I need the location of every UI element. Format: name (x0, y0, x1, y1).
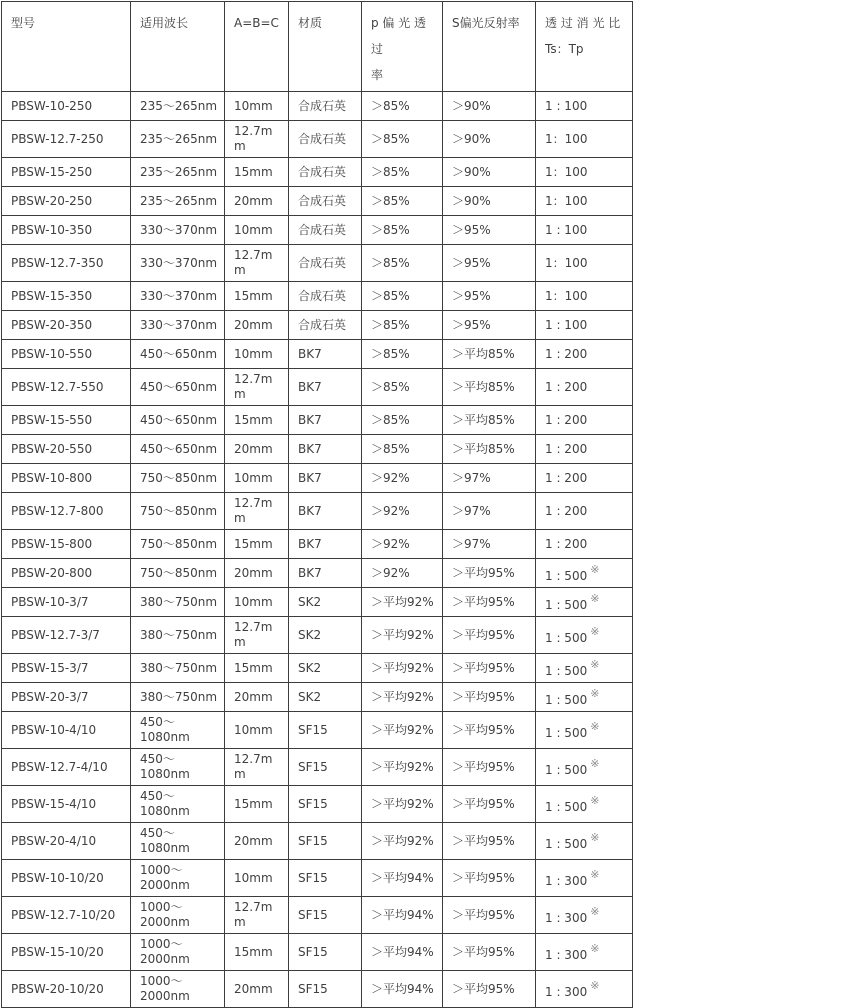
table-row (2, 369, 633, 406)
col-header-ratio (536, 2, 633, 92)
ratio-cell (536, 158, 633, 187)
table-row (2, 897, 633, 934)
col-header-model (2, 2, 131, 92)
table-row (2, 245, 633, 282)
material-cell: BK7 (289, 406, 362, 435)
ratio-value: 1 : 500 (545, 598, 588, 612)
material-cell: SF15 (289, 823, 362, 860)
model-cell: PBSW-10-550 (2, 340, 131, 369)
table-row (2, 934, 633, 971)
ratio-value: 1 : 500 (545, 800, 588, 814)
model-cell: PBSW-12.7-250 (2, 121, 131, 158)
table-row (2, 435, 633, 464)
ratio-value: 1：100 (545, 164, 588, 179)
material-cell: 合成石英 (289, 311, 362, 340)
material-cell: SK2 (289, 654, 362, 683)
size-cell: 12.7mm (225, 617, 289, 654)
ratio-cell (536, 617, 633, 654)
page (0, 1, 855, 1003)
material-cell: SK2 (289, 588, 362, 617)
col-header-material (289, 2, 362, 92)
size-cell: 10mm (225, 216, 289, 245)
ratio-value: 1：100 (545, 193, 588, 208)
ratio-note-mark: ※ (590, 592, 600, 605)
table-body (2, 92, 633, 1008)
ratio-cell (536, 406, 633, 435)
p_transmittance-cell: ＞平均92% (362, 588, 443, 617)
size-cell: 12.7mm (225, 897, 289, 934)
ratio-value: 1 : 500 (545, 837, 588, 851)
ratio-value: 1 : 500 (545, 569, 588, 583)
material-cell: SF15 (289, 712, 362, 749)
p_transmittance-cell: ＞85% (362, 121, 443, 158)
model-cell: PBSW-15-4/10 (2, 786, 131, 823)
table-row (2, 683, 633, 712)
wavelength-cell: 1000～ 2000nm (131, 860, 225, 897)
table-row (2, 216, 633, 245)
p_transmittance-cell: ＞85% (362, 369, 443, 406)
ratio-cell (536, 311, 633, 340)
size-cell: 20mm (225, 683, 289, 712)
ratio-cell (536, 786, 633, 823)
size-cell: 10mm (225, 712, 289, 749)
size-cell: 20mm (225, 971, 289, 1008)
ratio-note-mark: ※ (590, 658, 600, 671)
ratio-value: 1 : 500 (545, 763, 588, 777)
table-row (2, 588, 633, 617)
model-cell: PBSW-15-550 (2, 406, 131, 435)
table-row (2, 121, 633, 158)
table-row (2, 749, 633, 786)
table-row (2, 187, 633, 216)
ratio-value: 1：100 (545, 288, 588, 303)
wavelength-cell: 450～1080nm (131, 786, 225, 823)
table-row (2, 282, 633, 311)
wavelength-cell: 1000～ 2000nm (131, 934, 225, 971)
col-header-size (225, 2, 289, 92)
material-cell: SF15 (289, 971, 362, 1008)
size-cell: 10mm (225, 464, 289, 493)
p_transmittance-cell: ＞85% (362, 187, 443, 216)
wavelength-cell: 750～850nm (131, 530, 225, 559)
wavelength-cell: 380～750nm (131, 654, 225, 683)
p_transmittance-cell: ＞85% (362, 245, 443, 282)
wavelength-cell: 330～370nm (131, 216, 225, 245)
size-cell: 15mm (225, 158, 289, 187)
material-cell: 合成石英 (289, 158, 362, 187)
s_reflectance-cell: ＞平均85% (443, 435, 536, 464)
s_reflectance-cell: ＞95% (443, 311, 536, 340)
material-cell: SF15 (289, 860, 362, 897)
ratio-value: 1 : 200 (545, 379, 588, 394)
material-cell: SK2 (289, 683, 362, 712)
model-cell: PBSW-10-3/7 (2, 588, 131, 617)
material-cell: 合成石英 (289, 121, 362, 158)
ratio-note-mark: ※ (590, 905, 600, 918)
p_transmittance-cell: ＞平均94% (362, 860, 443, 897)
material-cell: SK2 (289, 617, 362, 654)
table-row (2, 971, 633, 1008)
p_transmittance-cell: ＞平均94% (362, 934, 443, 971)
material-cell: SF15 (289, 934, 362, 971)
table-row (2, 823, 633, 860)
model-cell: PBSW-15-800 (2, 530, 131, 559)
header-row (2, 2, 633, 92)
wavelength-cell: 235～265nm (131, 158, 225, 187)
wavelength-cell: 380～750nm (131, 588, 225, 617)
wavelength-cell: 450～650nm (131, 340, 225, 369)
wavelength-cell: 750～850nm (131, 464, 225, 493)
size-cell: 10mm (225, 588, 289, 617)
table-row (2, 559, 633, 588)
ratio-cell (536, 683, 633, 712)
model-cell: PBSW-20-3/7 (2, 683, 131, 712)
ratio-value: 1：100 (545, 255, 588, 270)
col-header-line1: 材质 (298, 16, 323, 30)
p_transmittance-cell: ＞平均92% (362, 823, 443, 860)
model-cell: PBSW-15-10/20 (2, 934, 131, 971)
ratio-value: 1 : 200 (545, 346, 588, 361)
s_reflectance-cell: ＞平均95% (443, 617, 536, 654)
ratio-cell (536, 435, 633, 464)
ratio-note-mark: ※ (590, 979, 600, 992)
col-header-line1: 透 过 消 光 比 (545, 16, 621, 30)
material-cell: SF15 (289, 897, 362, 934)
ratio-value: 1 : 100 (545, 222, 588, 237)
s_reflectance-cell: ＞平均95% (443, 971, 536, 1008)
s_reflectance-cell: ＞平均95% (443, 712, 536, 749)
ratio-cell (536, 245, 633, 282)
p_transmittance-cell: ＞平均92% (362, 749, 443, 786)
ratio-cell (536, 187, 633, 216)
wavelength-cell: 235～265nm (131, 92, 225, 121)
col-header-line2: Ts：Tp (545, 42, 584, 56)
wavelength-cell: 450～1080nm (131, 749, 225, 786)
model-cell: PBSW-12.7-4/10 (2, 749, 131, 786)
p_transmittance-cell: ＞85% (362, 282, 443, 311)
p_transmittance-cell: ＞平均94% (362, 897, 443, 934)
size-cell: 20mm (225, 311, 289, 340)
s_reflectance-cell: ＞平均85% (443, 340, 536, 369)
size-cell: 15mm (225, 934, 289, 971)
s_reflectance-cell: ＞95% (443, 282, 536, 311)
ratio-cell (536, 340, 633, 369)
model-cell: PBSW-12.7-800 (2, 493, 131, 530)
col-header-line1: 适用波长 (140, 16, 189, 30)
p_transmittance-cell: ＞85% (362, 311, 443, 340)
s_reflectance-cell: ＞平均95% (443, 749, 536, 786)
material-cell: BK7 (289, 369, 362, 406)
material-cell: BK7 (289, 435, 362, 464)
model-cell: PBSW-20-350 (2, 311, 131, 340)
ratio-value: 1 : 300 (545, 985, 588, 999)
s_reflectance-cell: ＞97% (443, 493, 536, 530)
table-row (2, 158, 633, 187)
model-cell: PBSW-15-350 (2, 282, 131, 311)
ratio-value: 1 : 500 (545, 664, 588, 678)
model-cell: PBSW-15-250 (2, 158, 131, 187)
s_reflectance-cell: ＞90% (443, 187, 536, 216)
p_transmittance-cell: ＞85% (362, 340, 443, 369)
size-cell: 15mm (225, 654, 289, 683)
ratio-value: 1 : 100 (545, 317, 588, 332)
ratio-value: 1 : 200 (545, 503, 588, 518)
wavelength-cell: 750～850nm (131, 559, 225, 588)
ratio-cell (536, 654, 633, 683)
size-cell: 10mm (225, 340, 289, 369)
ratio-cell (536, 860, 633, 897)
ratio-note-mark: ※ (590, 687, 600, 700)
ratio-note-mark: ※ (590, 757, 600, 770)
ratio-note-mark: ※ (590, 625, 600, 638)
size-cell: 12.7mm (225, 749, 289, 786)
ratio-cell (536, 588, 633, 617)
material-cell: SF15 (289, 749, 362, 786)
table-header (2, 2, 633, 92)
s_reflectance-cell: ＞90% (443, 121, 536, 158)
ratio-cell (536, 369, 633, 406)
col-header-line2: 率 (371, 68, 384, 82)
model-cell: PBSW-20-550 (2, 435, 131, 464)
table-row (2, 860, 633, 897)
table-row (2, 406, 633, 435)
ratio-note-mark: ※ (590, 720, 600, 733)
s_reflectance-cell: ＞平均95% (443, 823, 536, 860)
s_reflectance-cell: ＞90% (443, 158, 536, 187)
ratio-cell (536, 216, 633, 245)
ratio-cell (536, 749, 633, 786)
wavelength-cell: 330～370nm (131, 311, 225, 340)
s_reflectance-cell: ＞95% (443, 216, 536, 245)
p_transmittance-cell: ＞平均92% (362, 683, 443, 712)
wavelength-cell: 235～265nm (131, 187, 225, 216)
s_reflectance-cell: ＞平均95% (443, 654, 536, 683)
ratio-cell (536, 121, 633, 158)
s_reflectance-cell: ＞97% (443, 530, 536, 559)
p_transmittance-cell: ＞平均94% (362, 971, 443, 1008)
material-cell: SF15 (289, 786, 362, 823)
size-cell: 15mm (225, 786, 289, 823)
ratio-value: 1 : 200 (545, 470, 588, 485)
size-cell: 15mm (225, 530, 289, 559)
size-cell: 12.7mm (225, 493, 289, 530)
wavelength-cell: 1000～ 2000nm (131, 971, 225, 1008)
ratio-value: 1 : 300 (545, 874, 588, 888)
ratio-value: 1 : 300 (545, 911, 588, 925)
material-cell: 合成石英 (289, 245, 362, 282)
ratio-cell (536, 282, 633, 311)
s_reflectance-cell: ＞平均95% (443, 786, 536, 823)
model-cell: PBSW-10-350 (2, 216, 131, 245)
p_transmittance-cell: ＞85% (362, 406, 443, 435)
ratio-cell (536, 823, 633, 860)
model-cell: PBSW-12.7-350 (2, 245, 131, 282)
material-cell: BK7 (289, 559, 362, 588)
s_reflectance-cell: ＞平均95% (443, 934, 536, 971)
s_reflectance-cell: ＞平均95% (443, 559, 536, 588)
col-header-p_transmittance (362, 2, 443, 92)
model-cell: PBSW-20-10/20 (2, 971, 131, 1008)
material-cell: BK7 (289, 340, 362, 369)
p_transmittance-cell: ＞平均92% (362, 712, 443, 749)
table-row (2, 340, 633, 369)
model-cell: PBSW-12.7-550 (2, 369, 131, 406)
model-cell: PBSW-10-800 (2, 464, 131, 493)
ratio-note-mark: ※ (590, 942, 600, 955)
ratio-value: 1 : 300 (545, 948, 588, 962)
ratio-cell (536, 712, 633, 749)
table-row (2, 464, 633, 493)
p_transmittance-cell: ＞92% (362, 493, 443, 530)
size-cell: 12.7mm (225, 369, 289, 406)
table-row (2, 493, 633, 530)
s_reflectance-cell: ＞平均95% (443, 860, 536, 897)
material-cell: 合成石英 (289, 187, 362, 216)
wavelength-cell: 450～650nm (131, 406, 225, 435)
ratio-cell (536, 934, 633, 971)
size-cell: 20mm (225, 187, 289, 216)
model-cell: PBSW-12.7-10/20 (2, 897, 131, 934)
table-row (2, 654, 633, 683)
p_transmittance-cell: ＞85% (362, 435, 443, 464)
material-cell: 合成石英 (289, 216, 362, 245)
col-header-line1: p 偏 光 透 过 (371, 16, 427, 56)
ratio-note-mark: ※ (590, 868, 600, 881)
wavelength-cell: 450～1080nm (131, 712, 225, 749)
wavelength-cell: 330～370nm (131, 245, 225, 282)
ratio-cell (536, 493, 633, 530)
ratio-value: 1 : 200 (545, 441, 588, 456)
wavelength-cell: 450～650nm (131, 369, 225, 406)
ratio-value: 1 : 200 (545, 412, 588, 427)
s_reflectance-cell: ＞平均95% (443, 588, 536, 617)
model-cell: PBSW-10-250 (2, 92, 131, 121)
ratio-cell (536, 92, 633, 121)
table-row (2, 92, 633, 121)
p_transmittance-cell: ＞平均92% (362, 617, 443, 654)
size-cell: 15mm (225, 282, 289, 311)
size-cell: 15mm (225, 406, 289, 435)
model-cell: PBSW-12.7-3/7 (2, 617, 131, 654)
col-header-line1: 型号 (11, 16, 36, 30)
material-cell: BK7 (289, 493, 362, 530)
model-cell: PBSW-20-800 (2, 559, 131, 588)
size-cell: 12.7mm (225, 121, 289, 158)
wavelength-cell: 750～850nm (131, 493, 225, 530)
model-cell: PBSW-10-4/10 (2, 712, 131, 749)
wavelength-cell: 450～1080nm (131, 823, 225, 860)
p_transmittance-cell: ＞92% (362, 530, 443, 559)
ratio-cell (536, 464, 633, 493)
s_reflectance-cell: ＞97% (443, 464, 536, 493)
s_reflectance-cell: ＞平均95% (443, 683, 536, 712)
size-cell: 12.7mm (225, 245, 289, 282)
ratio-value: 1 : 500 (545, 693, 588, 707)
ratio-value: 1 : 500 (545, 726, 588, 740)
material-cell: BK7 (289, 464, 362, 493)
model-cell: PBSW-20-4/10 (2, 823, 131, 860)
wavelength-cell: 380～750nm (131, 683, 225, 712)
p_transmittance-cell: ＞92% (362, 559, 443, 588)
s_reflectance-cell: ＞平均85% (443, 406, 536, 435)
size-cell: 10mm (225, 92, 289, 121)
col-header-wavelength (131, 2, 225, 92)
p_transmittance-cell: ＞85% (362, 158, 443, 187)
size-cell: 20mm (225, 435, 289, 464)
s_reflectance-cell: ＞95% (443, 245, 536, 282)
ratio-cell (536, 530, 633, 559)
model-cell: PBSW-10-10/20 (2, 860, 131, 897)
table-row (2, 530, 633, 559)
wavelength-cell: 330～370nm (131, 282, 225, 311)
p_transmittance-cell: ＞85% (362, 92, 443, 121)
ratio-cell (536, 897, 633, 934)
p_transmittance-cell: ＞85% (362, 216, 443, 245)
ratio-cell (536, 559, 633, 588)
ratio-value: 1 : 200 (545, 536, 588, 551)
size-cell: 10mm (225, 860, 289, 897)
ratio-value: 1 : 100 (545, 98, 588, 113)
model-cell: PBSW-20-250 (2, 187, 131, 216)
ratio-value: 1：100 (545, 131, 588, 146)
p_transmittance-cell: ＞平均92% (362, 654, 443, 683)
size-cell: 20mm (225, 559, 289, 588)
col-header-line1: A=B=C (234, 16, 279, 30)
p_transmittance-cell: ＞平均92% (362, 786, 443, 823)
model-cell: PBSW-15-3/7 (2, 654, 131, 683)
table-row (2, 786, 633, 823)
p_transmittance-cell: ＞92% (362, 464, 443, 493)
material-cell: 合成石英 (289, 92, 362, 121)
size-cell: 20mm (225, 823, 289, 860)
wavelength-cell: 235～265nm (131, 121, 225, 158)
col-header-s_reflectance (443, 2, 536, 92)
wavelength-cell: 1000～ 2000nm (131, 897, 225, 934)
material-cell: 合成石英 (289, 282, 362, 311)
spec-table (1, 1, 633, 1008)
ratio-cell (536, 971, 633, 1008)
wavelength-cell: 380～750nm (131, 617, 225, 654)
s_reflectance-cell: ＞90% (443, 92, 536, 121)
material-cell: BK7 (289, 530, 362, 559)
table-row (2, 311, 633, 340)
ratio-note-mark: ※ (590, 794, 600, 807)
s_reflectance-cell: ＞平均95% (443, 897, 536, 934)
wavelength-cell: 450～650nm (131, 435, 225, 464)
table-row (2, 712, 633, 749)
s_reflectance-cell: ＞平均85% (443, 369, 536, 406)
ratio-value: 1 : 500 (545, 631, 588, 645)
table-row (2, 617, 633, 654)
ratio-note-mark: ※ (590, 563, 600, 576)
col-header-line1: S偏光反射率 (452, 16, 520, 30)
ratio-note-mark: ※ (590, 831, 600, 844)
